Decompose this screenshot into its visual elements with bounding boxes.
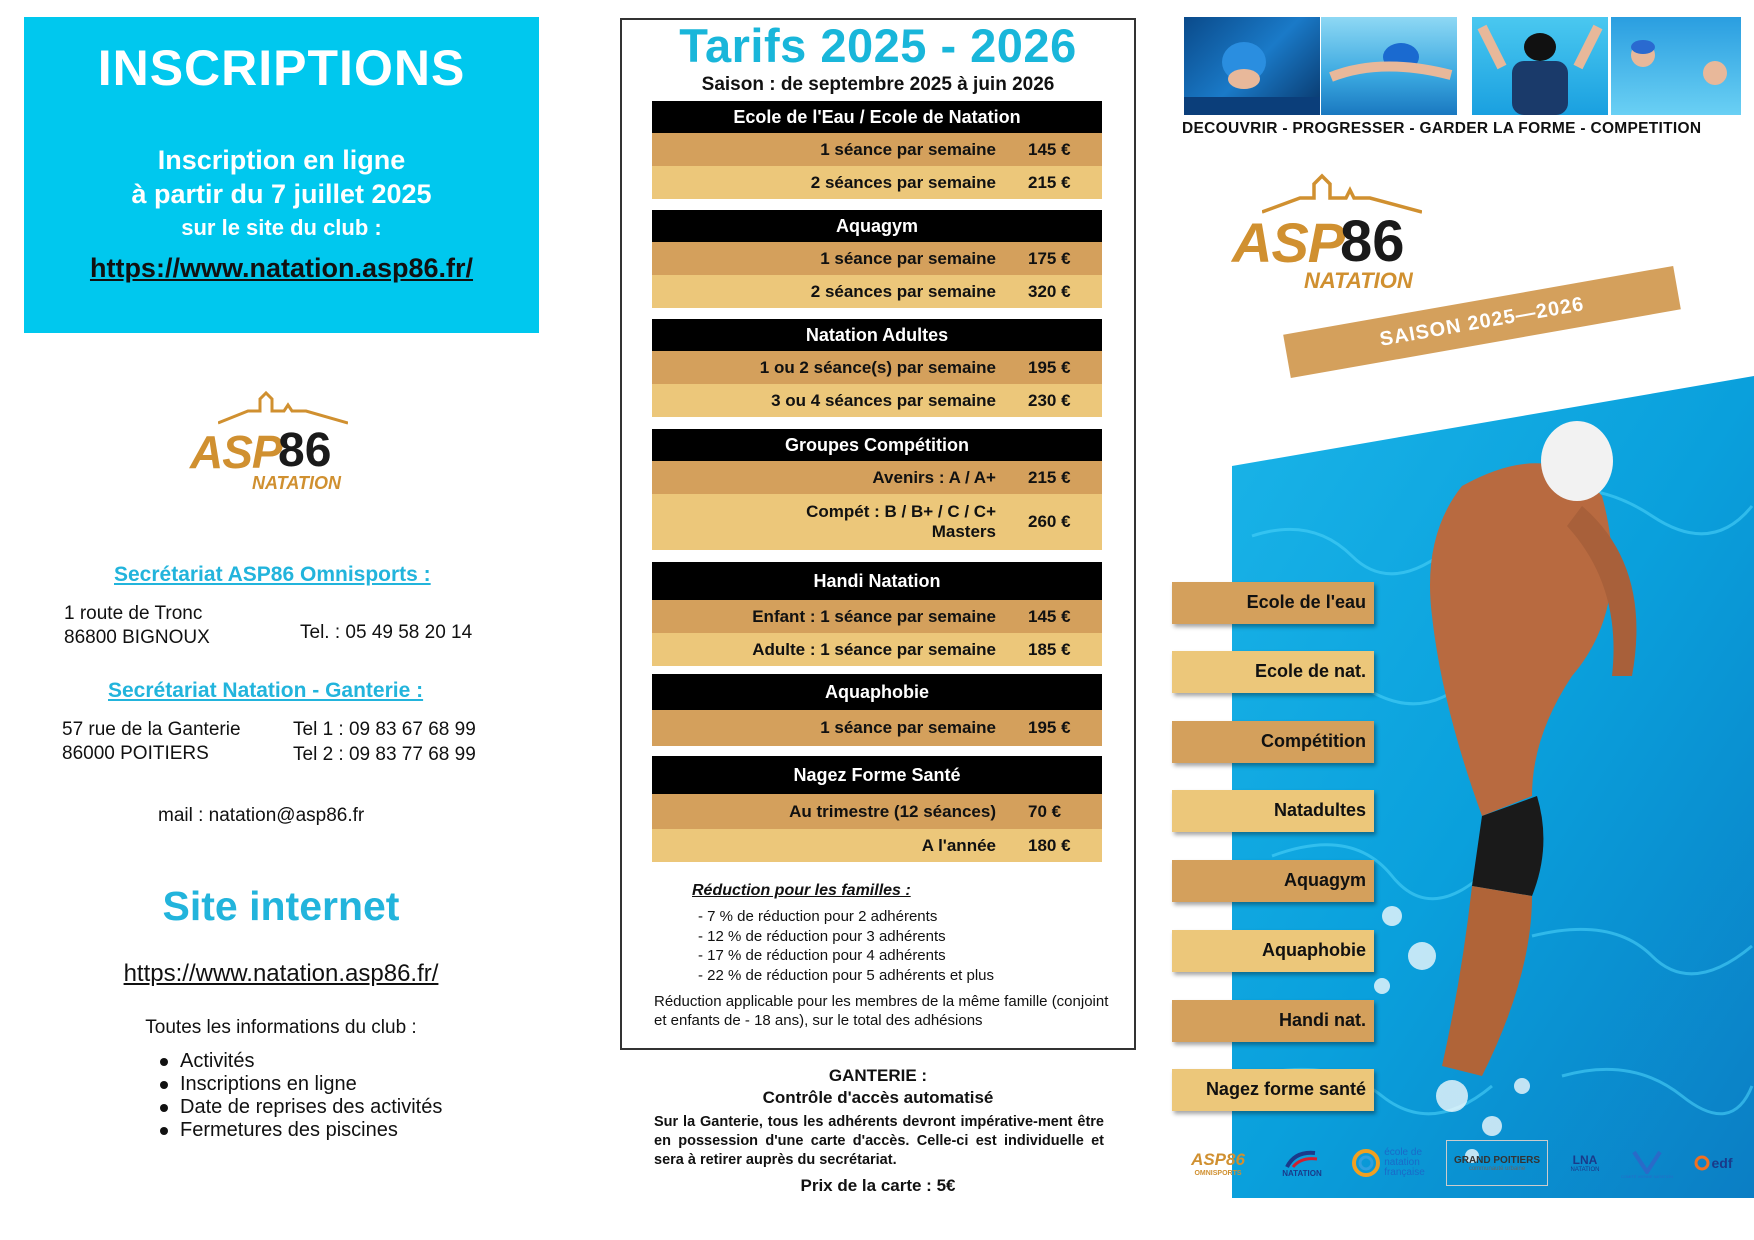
list-item: Fermetures des piscines — [160, 1119, 442, 1142]
tarif-label: A l'année — [921, 835, 996, 855]
tarif-label: 2 séances par semaine — [810, 281, 996, 301]
tarif-section-header: Groupes Compétition — [652, 429, 1102, 461]
partner-ecole-line-2: natation — [1384, 1157, 1420, 1168]
logo-natation: NATATION — [252, 473, 341, 493]
partner-asp86 — [1180, 1140, 1256, 1186]
asp86-logo — [190, 385, 380, 495]
inscriptions-box — [24, 17, 539, 333]
omni-address-2: 86800 BIGNOUX — [64, 627, 210, 648]
tarif-section-header: Aquaphobie — [652, 674, 1102, 710]
tarif-price: 260 € — [1028, 512, 1071, 531]
natation-tel-1: Tel 1 : 09 83 67 68 99 — [293, 719, 476, 740]
tarif-label-line-1: Compét : B / B+ / C / C+ — [806, 502, 996, 521]
activity-ecole-eau: Ecole de l'eau — [1172, 582, 1374, 624]
partner-comite-vienne — [1614, 1140, 1680, 1186]
tarif-section-header: Handi Natation — [652, 562, 1102, 600]
partner-grand-poitiers — [1446, 1140, 1548, 1186]
tarif-label: 1 ou 2 séance(s) par semaine — [759, 357, 996, 377]
tarif-label: Adulte : 1 séance par semaine — [752, 639, 996, 659]
tarif-section-header: Aquagym — [652, 210, 1102, 242]
activity-handi-nat: Handi nat. — [1172, 1000, 1374, 1042]
ganterie-card-price: Prix de la carte : 5€ — [800, 1176, 956, 1195]
list-item: - 22 % de réduction pour 5 adhérents et plus — [698, 966, 995, 984]
activity-nagez-forme-sante: Nagez forme santé — [1172, 1069, 1374, 1111]
tarif-row — [652, 275, 1102, 308]
tarif-price: 215 € — [1028, 172, 1071, 192]
partner-gp-text: GRAND POITIERS — [1453, 1154, 1541, 1166]
tarif-price: 215 € — [1028, 467, 1071, 487]
tarif-price: 180 € — [1028, 835, 1071, 855]
tarif-label: 2 séances par semaine — [810, 172, 996, 192]
tarif-row — [652, 794, 1102, 829]
inscriptions-title: INSCRIPTIONS — [97, 40, 466, 96]
partner-ecole-text — [1384, 1148, 1425, 1178]
list-item: Inscriptions en ligne — [160, 1073, 442, 1096]
tarif-section-adultes — [652, 319, 1102, 417]
partner-ecole-line-1: école de — [1384, 1147, 1423, 1158]
tarif-label: Avenirs : A / A+ — [872, 467, 996, 487]
tarif-row — [652, 633, 1102, 666]
asp86-logo-large — [1232, 166, 1442, 296]
tarif-section-header: Natation Adultes — [652, 319, 1102, 351]
partner-edf-text: edf — [1711, 1155, 1733, 1171]
logo-86: 86 — [278, 424, 332, 477]
tarif-label: 3 ou 4 séances par semaine — [771, 390, 996, 410]
photo-swimmer-1 — [1184, 17, 1320, 115]
photo-swimmer-4 — [1611, 17, 1741, 115]
tarif-price: 195 € — [1028, 718, 1071, 737]
list-item: Date de reprises des activités — [160, 1096, 442, 1119]
partner-ecole-line-3: française — [1384, 1167, 1425, 1178]
tarif-row — [652, 351, 1102, 384]
list-item: - 7 % de réduction pour 2 adhérents — [698, 908, 938, 925]
tarif-label: Au trimestre (12 séances) — [789, 801, 996, 821]
tarif-section-aquagym — [652, 210, 1102, 308]
activity-ecole-nat: Ecole de nat. — [1172, 651, 1374, 693]
tarif-section-competition — [652, 429, 1102, 550]
ecole-natation-icon — [1351, 1148, 1381, 1178]
tarif-label: 1 séance par semaine — [820, 139, 996, 159]
reduction-list — [698, 907, 994, 985]
tarif-price: 145 € — [1028, 139, 1071, 159]
activity-aquagym: Aquagym — [1172, 860, 1374, 902]
tarif-label: Enfant : 1 séance par semaine — [752, 606, 996, 626]
tarif-section-aquaphobie — [652, 674, 1102, 746]
saison-banner: SAISON 2025—2026 — [1283, 266, 1681, 378]
logo-86: 86 — [1340, 209, 1405, 274]
inscriptions-line-3: sur le site du club : — [181, 215, 382, 240]
inscriptions-line-1: Inscription en ligne — [157, 145, 406, 175]
partner-ffn — [1268, 1140, 1336, 1186]
list-item: Activités — [160, 1050, 442, 1073]
tarif-price: 70 € — [1028, 801, 1062, 821]
secretariat-natation-title: Secrétariat Natation - Ganterie : — [108, 679, 424, 702]
swimmer-photo-icon — [1611, 17, 1741, 115]
tarif-row — [652, 494, 1102, 550]
tarif-price: 230 € — [1028, 390, 1071, 410]
swimmer-photo-icon — [1184, 17, 1320, 115]
tarif-section-header: Nagez Forme Santé — [652, 756, 1102, 794]
tarif-label — [652, 502, 1028, 542]
logo-asp: ASP — [190, 426, 282, 478]
list-item: - 17 % de réduction pour 4 adhérents — [698, 947, 946, 964]
omni-tel: Tel. : 05 49 58 20 14 — [300, 622, 473, 643]
partner-cd-text: COMITÉ VIENNE NATATION — [1620, 1173, 1673, 1179]
natation-address-2: 86000 POITIERS — [62, 743, 209, 764]
reduction-title: Réduction pour les familles : — [692, 882, 911, 899]
tarif-price: 185 € — [1028, 639, 1071, 659]
inscriptions-link[interactable]: https://www.natation.asp86.fr/ — [89, 253, 474, 283]
tarif-price: 320 € — [1028, 281, 1071, 301]
partner-lna-text: LNA — [1572, 1153, 1598, 1167]
partner-ecole-natation — [1344, 1140, 1432, 1186]
tarif-section-forme-sante — [652, 756, 1102, 862]
tarif-row — [652, 242, 1102, 275]
photo-swimmer-2 — [1321, 17, 1457, 115]
tarif-row — [652, 710, 1102, 746]
site-info: Toutes les informations du club : — [145, 1017, 417, 1038]
site-info-list — [160, 1050, 442, 1142]
reduction-note: Réduction applicable pour les membres de la même famille (conjoint et enfants de - 18 ans), sur le total des adhésions — [654, 993, 1109, 1029]
taglines: DECOUVRIR - PROGRESSER - GARDER LA FORME - COMPETITION — [1182, 120, 1702, 137]
inscriptions-line-2: à partir du 7 juillet 2025 — [131, 179, 432, 209]
tarif-row — [652, 166, 1102, 199]
tarif-row — [652, 600, 1102, 633]
logo-asp: ASP — [1232, 211, 1345, 274]
tarif-section-ecole — [652, 101, 1102, 199]
site-link[interactable]: https://www.natation.asp86.fr/ — [123, 960, 439, 987]
swimmer-photo-icon — [1321, 17, 1457, 115]
tarif-label-line-2: Masters — [931, 522, 996, 541]
tarif-price: 175 € — [1028, 248, 1071, 268]
comite-vienne-icon — [1630, 1148, 1664, 1174]
activity-competition: Compétition — [1172, 721, 1374, 763]
list-item: - 12 % de réduction pour 3 adhérents — [698, 927, 946, 945]
tarif-row — [652, 133, 1102, 166]
partner-gp-sub: communauté urbaine — [1468, 1165, 1526, 1172]
partner-edf — [1688, 1140, 1738, 1186]
tarif-label: 1 séance par semaine — [820, 248, 996, 268]
partner-lna — [1564, 1140, 1606, 1186]
partner-asp86-text: ASP86 — [1191, 1149, 1245, 1169]
tarif-row — [652, 461, 1102, 494]
tarif-price: 145 € — [1028, 606, 1071, 626]
activity-aquaphobie: Aquaphobie — [1172, 930, 1374, 972]
secretariat-omnisports-title: Secrétariat ASP86 Omnisports : — [114, 563, 431, 586]
logo-natation: NATATION — [1304, 268, 1413, 293]
ganterie-text: Sur la Ganterie, tous les adhérents devront impérative-ment être en possession d'une carte d'accès. Celle-ci est individuelle et sera à retirer auprès du secrétariat. — [654, 1114, 1104, 1168]
partner-ffn-text: NATATION — [1282, 1168, 1322, 1178]
ganterie-title: GANTERIE : — [828, 1066, 928, 1085]
tarif-label: 1 séance par semaine — [820, 718, 996, 737]
tarif-row — [652, 829, 1102, 862]
photo-swimmer-3 — [1472, 17, 1608, 115]
natation-address-1: 57 rue de la Ganterie — [62, 719, 241, 740]
natation-tel-2: Tel 2 : 09 83 77 68 99 — [293, 744, 476, 765]
omni-address-1: 1 route de Tronc — [64, 603, 203, 624]
tarif-row — [652, 384, 1102, 417]
site-title: Site internet — [162, 883, 400, 929]
activity-natadultes: Natadultes — [1172, 790, 1374, 832]
mail[interactable]: mail : natation@asp86.fr — [158, 805, 365, 826]
ganterie-subtitle: Contrôle d'accès automatisé — [762, 1088, 994, 1107]
tarifs-title: Tarifs 2025 - 2026 — [679, 19, 1077, 72]
roofline-icon — [218, 385, 348, 425]
roofline-icon — [1262, 166, 1422, 214]
tarif-section-header: Ecole de l'Eau / Ecole de Natation — [652, 101, 1102, 133]
partner-asp86-sub: OMNISPORTS — [1194, 1169, 1242, 1177]
tarif-price: 195 € — [1028, 357, 1071, 377]
partner-lna-sub: NATATION — [1570, 1167, 1600, 1173]
tarifs-subtitle: Saison : de septembre 2025 à juin 2026 — [701, 74, 1055, 95]
ffn-icon — [1285, 1149, 1319, 1169]
tarif-section-handi — [652, 562, 1102, 666]
edf-icon — [1694, 1152, 1710, 1174]
swimmer-photo-icon — [1472, 17, 1608, 115]
